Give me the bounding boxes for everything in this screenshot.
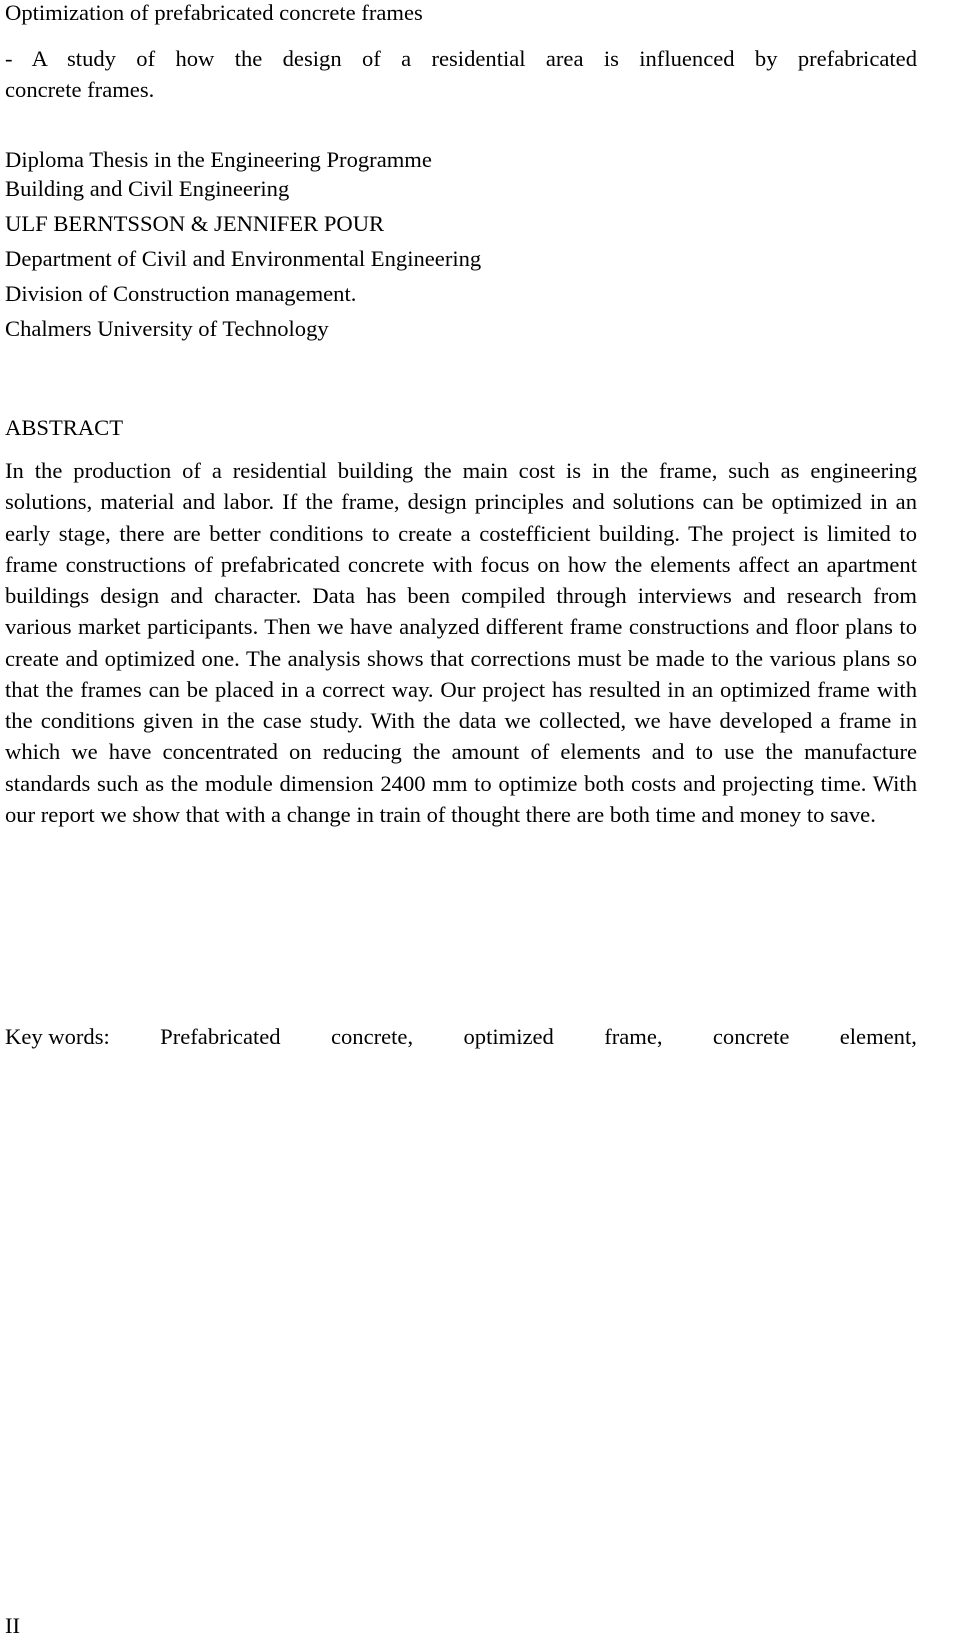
thesis-line: Diploma Thesis in the Engineering Programme — [5, 147, 432, 172]
page-number: II — [5, 1613, 21, 1638]
keyword-word: concrete, — [330, 1024, 414, 1049]
keyword-word: Prefabricated — [160, 1024, 281, 1049]
keywords-line — [5, 1024, 917, 1050]
department-name: Department of Civil and Environmental Engineering — [5, 246, 482, 271]
keyword-word: optimized — [463, 1024, 554, 1049]
division-name: Division of Construction management. — [5, 281, 357, 306]
subtitle-line-1: - A study of how the design of a residential area is influenced by prefabricated — [5, 46, 917, 71]
keywords-label: Key words: — [5, 1024, 110, 1049]
author-names: ULF BERNTSSON & JENNIFER POUR — [5, 211, 385, 236]
keyword-word: element, — [839, 1024, 917, 1049]
programme-name: Building and Civil Engineering — [5, 176, 290, 201]
keyword-word: frame, — [604, 1024, 663, 1049]
abstract-body: In the production of a residential building the main cost is in the frame, such as engineering solutions, material and labor. If the frame, design principles and solutions can be optimized in an early stage, there are better conditions to create a costefficient building. The project is limited to frame constructions of prefabricated concrete with focus on how the elements affect an apartment buildings design and character. Data has been compiled through interviews and research from various market participants. Then we have analyzed different frame constructions and floor plans to create and optimized one. The analysis shows that corrections must be made to the various plans so that the frames can be placed in a correct way. Our project has resulted in an optimized frame with the conditions given in the case study. With the data we collected, we have developed a frame in which we have concentrated on reducing the amount of elements and to use the manufacture standards such as the module dimension 2400 mm to optimize both costs and projecting time. With our report we show that with a change in train of thought there are both time and money to save. — [5, 458, 917, 827]
keyword-word: concrete — [712, 1024, 790, 1049]
document-title: Optimization of prefabricated concrete frames — [5, 0, 423, 25]
abstract-heading: ABSTRACT — [5, 415, 124, 440]
subtitle-line-2: concrete frames. — [5, 77, 155, 102]
university-name: Chalmers University of Technology — [5, 316, 329, 341]
